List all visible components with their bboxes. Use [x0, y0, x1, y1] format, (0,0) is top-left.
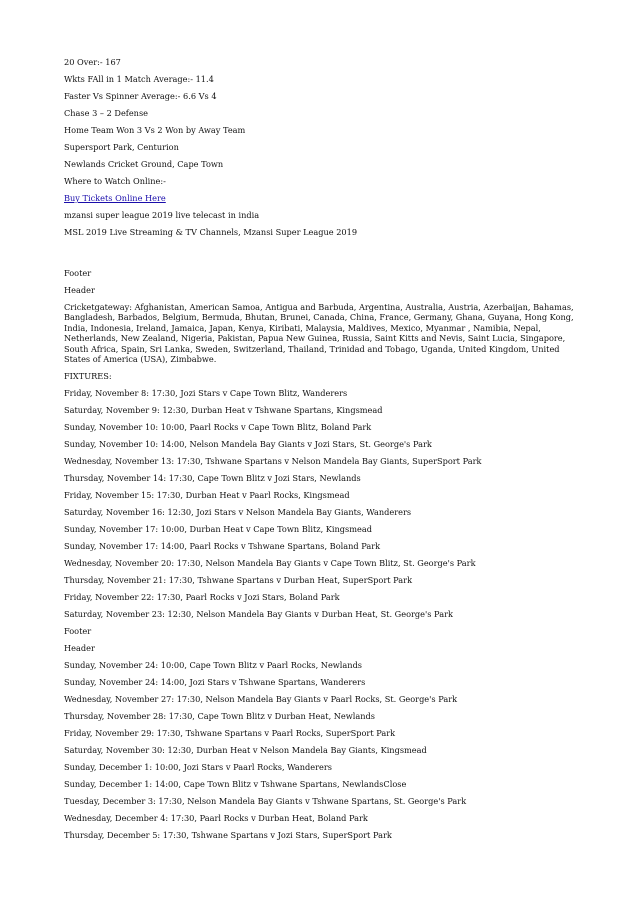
fixture-item: Sunday, December 1: 10:00, Jozi Stars v Paarl Rocks, Wanderers: [64, 762, 332, 773]
venue-supersport: Supersport Park, Centurion: [64, 142, 179, 152]
header-label: Header: [64, 643, 95, 654]
fixture-item: Saturday, November 16: 12:30, Jozi Stars v Nelson Mandela Bay Giants, Wanderers: [64, 507, 412, 518]
buy-tickets-link[interactable]: Buy Tickets Online Here: [64, 193, 166, 203]
where-to-watch: Where to Watch Online:-: [64, 176, 166, 186]
fixture-item: Wednesday, November 13: 17:30, Tshwane Spartans v Nelson Mandela Bay Giants, SuperSport Park: [64, 456, 482, 467]
fixtures-list-2: [64, 660, 578, 840]
fixture-item: Sunday, November 17: 14:00, Paarl Rocks v Tshwane Spartans, Boland Park: [64, 541, 381, 552]
live-streaming-text: MSL 2019 Live Streaming & TV Channels, Mzansi Super League 2019: [64, 227, 358, 237]
fixture-item: Sunday, November 24: 14:00, Jozi Stars v Tshwane Spartans, Wanderers: [64, 677, 366, 688]
header-label: Header: [64, 285, 95, 295]
fixture-item: Friday, November 8: 17:30, Jozi Stars v Cape Town Blitz, Wanderers: [64, 388, 348, 399]
stat-chase-defense: Chase 3 – 2 Defense: [64, 108, 148, 118]
fixtures-heading: FIXTURES:: [64, 371, 112, 382]
stat-home-away: Home Team Won 3 Vs 2 Won by Away Team: [64, 125, 246, 135]
fixture-item: Friday, November 29: 17:30, Tshwane Spartans v Paarl Rocks, SuperSport Park: [64, 728, 396, 739]
fixture-item: Thursday, November 14: 17:30, Cape Town Blitz v Jozi Stars, Newlands: [64, 473, 361, 484]
venue-newlands: Newlands Cricket Ground, Cape Town: [64, 159, 224, 169]
fixture-item: Sunday, November 10: 14:00, Nelson Mandela Bay Giants v Jozi Stars, St. George's Park: [64, 439, 432, 450]
stat-20-over: 20 Over:- 167: [64, 57, 121, 67]
fixture-item: Saturday, November 23: 12:30, Nelson Mandela Bay Giants v Durban Heat, St. George's Park: [64, 609, 453, 620]
stat-faster-vs-spinner: Faster Vs Spinner Average:- 6.6 Vs 4: [64, 91, 217, 101]
footer-label: Footer: [64, 268, 92, 278]
fixture-item: Sunday, November 10: 10:00, Paarl Rocks v Cape Town Blitz, Boland Park: [64, 422, 372, 433]
fixture-item: Tuesday, December 3: 17:30, Nelson Mandela Bay Giants v Tshwane Spartans, St. George's Park: [64, 796, 467, 807]
fixtures-list-1: [64, 388, 578, 619]
fixture-item: Sunday, November 24: 10:00, Cape Town Blitz v Paarl Rocks, Newlands: [64, 660, 363, 671]
stat-wkts-fall: Wkts FAll in 1 Match Average:- 11.4: [64, 74, 214, 84]
fixture-item: Wednesday, November 20: 17:30, Nelson Mandela Bay Giants v Cape Town Blitz, St. George's Park: [64, 558, 476, 569]
fixture-item: Thursday, November 28: 17:30, Cape Town Blitz v Durban Heat, Newlands: [64, 711, 376, 722]
fixture-item: Saturday, November 30: 12:30, Durban Heat v Nelson Mandela Bay Giants, Kingsmead: [64, 745, 427, 756]
fixture-item: Thursday, December 5: 17:30, Tshwane Spartans v Jozi Stars, SuperSport Park: [64, 830, 392, 841]
live-telecast-text: mzansi super league 2019 live telecast in india: [64, 210, 260, 220]
fixture-item: Thursday, November 21: 17:30, Tshwane Spartans v Durban Heat, SuperSport Park: [64, 575, 413, 586]
fixture-item: Saturday, November 9: 12:30, Durban Heat v Tshwane Spartans, Kingsmead: [64, 405, 383, 416]
blank-space: [64, 244, 578, 268]
fixture-item: Sunday, December 1: 14:00, Cape Town Blitz v Tshwane Spartans, NewlandsClose: [64, 779, 407, 790]
fixture-item: Wednesday, November 27: 17:30, Nelson Mandela Bay Giants v Paarl Rocks, St. George's Park: [64, 694, 458, 705]
match-stats: [64, 57, 578, 186]
fixture-item: Sunday, November 17: 10:00, Durban Heat v Cape Town Blitz, Kingsmead: [64, 524, 372, 535]
cricketgateway-paragraph: Cricketgateway: Afghanistan, American Samoa, Antigua and Barbuda, Argentina, Australia, Austria, Azerbaijan, Bahamas, Bangladesh, Barbados, Belgium, Bermuda, Bhutan, Brunei, Canada, China, France, Germany, Ghana, Guyana, Hong Kong, India, Indonesia, Ireland, Jamaica, Japan, Kenya, Kiribati, Malaysia, Maldives, Mexico, Myanmar , Namibia, Nepal, Netherlands, New Zealand, Nigeria, Pakistan, Papua New Guinea, Russia, Saint Kitts and Nevis, Saint Lucia, Singapore, South Africa, Spain, Sri Lanka, Sweden, Switzerland, Thailand, Trinidad and Tobago, Uganda, United Kingdom, United States of America (USA), Zimbabwe.: [64, 302, 574, 365]
fixture-item: Wednesday, December 4: 17:30, Paarl Rocks v Durban Heat, Boland Park: [64, 813, 368, 824]
fixture-item: Friday, November 15: 17:30, Durban Heat v Paarl Rocks, Kingsmead: [64, 490, 350, 501]
footer-label: Footer: [64, 626, 92, 637]
fixture-item: Friday, November 22: 17:30, Paarl Rocks v Jozi Stars, Boland Park: [64, 592, 340, 603]
